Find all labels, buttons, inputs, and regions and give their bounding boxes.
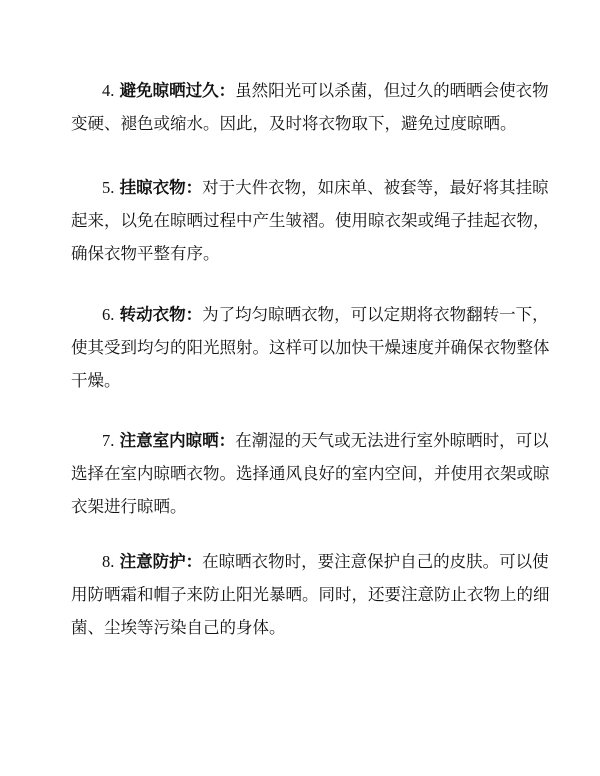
tip-title-colon: ： bbox=[185, 305, 203, 324]
tip-item-7 bbox=[71, 424, 550, 523]
tip-title: 避免晾晒过久 bbox=[119, 81, 219, 100]
tip-title-colon: ： bbox=[185, 178, 203, 197]
tip-item-5 bbox=[71, 171, 550, 270]
tip-number: 6. bbox=[102, 305, 115, 324]
tip-title: 注意防护 bbox=[119, 552, 186, 571]
tip-number: 4. bbox=[102, 81, 115, 100]
tip-item-8-line-3: 菌、尘埃等污染自己的身体。 bbox=[71, 618, 286, 637]
tip-text: 为了均匀晾晒衣物，可以定期将衣物翻转一下， bbox=[202, 305, 549, 324]
tip-item-6-line-2: 使其受到均匀的阳光照射。这样可以加快干燥速度并确保衣物整体 bbox=[71, 338, 550, 357]
tip-item-5-line-3: 确保衣物平整有序。 bbox=[71, 244, 220, 263]
tip-item-8-line-1 bbox=[71, 545, 549, 578]
tip-item-7-line-1 bbox=[71, 424, 549, 457]
tip-title: 注意室内晾晒 bbox=[119, 431, 219, 450]
tip-number: 8. bbox=[102, 552, 115, 571]
tip-item-4-line-1 bbox=[71, 74, 549, 107]
tip-item-6-line-3: 干燥。 bbox=[71, 371, 121, 390]
tip-item-4-line-2: 变硬、褪色或缩水。因此，及时将衣物取下，避免过度晾晒。 bbox=[71, 114, 517, 133]
tip-text: 在晾晒衣物时，要注意保护自己的皮肤。可以使 bbox=[202, 552, 549, 571]
tip-title: 挂晾衣物 bbox=[119, 178, 186, 197]
tip-number: 5. bbox=[102, 178, 115, 197]
tip-item-5-line-1 bbox=[71, 171, 549, 204]
tip-text: 在潮湿的天气或无法进行室外晾晒时，可以 bbox=[235, 431, 549, 450]
tip-title-colon: ： bbox=[218, 81, 236, 100]
tip-item-7-line-2: 选择在室内晾晒衣物。选择通风良好的室内空间，并使用衣架或晾 bbox=[71, 464, 550, 483]
tip-item-8 bbox=[71, 545, 550, 644]
tip-title-colon: ： bbox=[185, 552, 203, 571]
tip-number: 7. bbox=[102, 431, 115, 450]
tip-text: 虽然阳光可以杀菌，但过久的晒晒会使衣物 bbox=[235, 81, 549, 100]
tip-item-7-line-3: 衣架进行晾晒。 bbox=[71, 497, 187, 516]
tip-item-5-line-2: 起来，以免在晾晒过程中产生皱褶。使用晾衣架或绳子挂起衣物， bbox=[71, 211, 550, 230]
tip-title: 转动衣物 bbox=[119, 305, 186, 324]
tip-item-8-line-2: 用防晒霜和帽子来防止阳光暴晒。同时，还要注意防止衣物上的细 bbox=[71, 585, 550, 604]
tip-title-colon: ： bbox=[218, 431, 236, 450]
tip-item-6-line-1 bbox=[71, 298, 549, 331]
tip-item-4 bbox=[71, 74, 549, 140]
tip-text: 对于大件衣物，如床单、被套等，最好将其挂晾 bbox=[202, 178, 549, 197]
tip-item-6 bbox=[71, 298, 550, 397]
